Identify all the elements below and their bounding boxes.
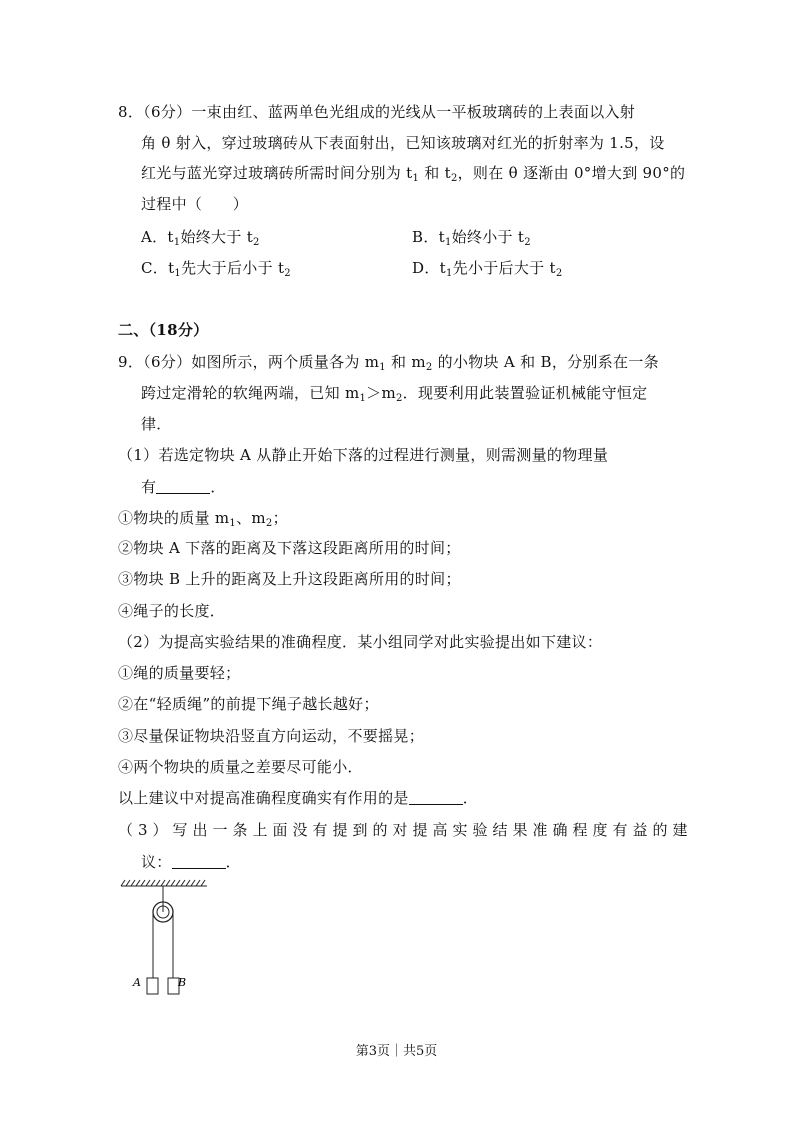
section-2-title: 二、（18分）: [118, 321, 209, 339]
q9-part-1-prefix: 有: [141, 478, 157, 496]
q8-line-1: 8．（6分）一束由红、蓝两单色光组成的光线从一平板玻璃砖的上表面以入射: [118, 103, 636, 121]
page-number: 第3页｜共5页: [355, 1044, 438, 1059]
q9-line-2-b: ＞m: [366, 384, 396, 402]
q9-part-3-line-1: （3）写出一条上面没有提到的对提高实验结果准确程度有益的建: [118, 821, 693, 839]
option-prefix: D．t: [412, 259, 446, 277]
subscript-2: 2: [524, 237, 531, 248]
q8-line-3-a: 红光与蓝光穿过玻璃砖所需时间分别为 t: [141, 164, 413, 182]
label-b: B: [178, 976, 187, 989]
q9-part-1-suffix: ．: [210, 478, 226, 496]
item-1-b: 、m: [236, 509, 266, 527]
subscript-2: 2: [396, 393, 403, 404]
q9-part-2-item-4: ④两个物块的质量之差要尽可能小．: [118, 758, 363, 776]
subscript-1: 1: [359, 393, 367, 404]
block-a: [147, 978, 158, 994]
q9-part-1-item-2: ②物块 A 下落的距离及下落这段距离所用的时间；: [118, 539, 461, 557]
q8-line-2: 角 θ 射入，穿过玻璃砖从下表面射出，已知该玻璃对红光的折射率为 1.5，设: [141, 134, 665, 152]
q9-part-1-line-1: （1）若选定物块 A 从静止开始下落的过程进行测量，则需测量的物理量: [118, 446, 609, 464]
answer-blank-2[interactable]: [409, 790, 463, 805]
q9-part-2-item-2: ②在“轻质绳”的前提下绳子越长越好；: [118, 695, 379, 713]
q9-part-2-item-1: ①绳的质量要轻；: [118, 664, 241, 682]
q9-line-3: 律．: [141, 415, 172, 433]
q8-line-3-c: ，则在 θ 逐渐由 0°增大到 90°的: [457, 164, 686, 182]
subscript-1: 1: [379, 362, 386, 373]
subscript-1: 1: [444, 237, 452, 248]
option-prefix: B．t: [412, 228, 445, 246]
q8-line-3: [141, 162, 685, 184]
subscript-2: 2: [555, 268, 563, 279]
q9-part-3-prefix: 议：: [141, 853, 172, 871]
q9-part-2-question-suffix: ．: [462, 789, 479, 807]
q9-line-2-a: 跨过定滑轮的软绳两端，已知 m: [141, 384, 360, 402]
answer-blank-1[interactable]: [156, 479, 210, 494]
q8-option-c[interactable]: [141, 257, 291, 279]
q9-part-1-item-3: ③物块 B 上升的距离及上升这段距离所用的时间；: [118, 570, 461, 588]
q9-part-1-item-4: ④绳子的长度．: [118, 602, 226, 620]
subscript-1: 1: [229, 518, 237, 529]
q9-line-1: [118, 351, 659, 373]
option-text: 先大于后小于 t: [181, 259, 285, 277]
q9-part-2-question-text: 以上建议中对提高准确程度确实有作用的是: [118, 789, 409, 807]
q8-line-4: 过程中（ ）: [141, 195, 249, 213]
subscript-2: 2: [425, 362, 433, 373]
item-1-a: ①物块的质量 m: [118, 509, 230, 527]
pulley-figure: [118, 874, 218, 1000]
q8-option-a[interactable]: [141, 226, 260, 248]
subscript-1: 1: [412, 173, 420, 184]
subscript-1: 1: [173, 237, 181, 248]
q9-line-2: [141, 382, 647, 404]
q8-option-d[interactable]: [412, 257, 563, 279]
q9-part-2-line: （2）为提高实验结果的准确程度．某小组同学对此实验提出如下建议：: [118, 633, 603, 651]
ceiling-hatch: [121, 880, 207, 886]
subscript-2: 2: [265, 518, 273, 529]
answer-blank-3[interactable]: [172, 854, 226, 869]
subscript-1: 1: [174, 268, 182, 279]
subscript-1: 1: [445, 268, 453, 279]
q8-option-b[interactable]: [412, 226, 531, 248]
q9-part-1-item-1: [118, 507, 288, 529]
subscript-2: 2: [284, 268, 291, 279]
q9-part-3-suffix: ．: [225, 853, 241, 871]
q9-part-3-line-2: [141, 851, 241, 873]
q9-line-1-c: 的小物块 A 和 B，分别系在一条: [432, 353, 659, 371]
option-prefix: A．t: [141, 228, 174, 246]
option-prefix: C．t: [141, 259, 175, 277]
q9-part-2-question: [118, 787, 478, 809]
q9-line-1-b: 和 m: [385, 353, 426, 371]
q8-line-3-b: 和 t: [419, 164, 451, 182]
subscript-2: 2: [450, 173, 458, 184]
option-text: 先小于后大于 t: [452, 259, 556, 277]
q9-part-1-line-2: [141, 476, 226, 498]
item-1-c: ；: [272, 509, 288, 527]
q9-line-1-a: 9．（6分）如图所示，两个质量各为 m: [118, 353, 380, 371]
option-text: 始终小于 t: [451, 228, 525, 246]
subscript-2: 2: [253, 237, 260, 248]
option-text: 始终大于 t: [180, 228, 254, 246]
q9-line-2-c: ．现要利用此装置验证机械能守恒定: [402, 384, 648, 402]
page-footer: [0, 1040, 793, 1059]
label-a: A: [133, 976, 141, 989]
q9-part-2-item-3: ③尽量保证物块沿竖直方向运动，不要摇晃；: [118, 727, 425, 745]
